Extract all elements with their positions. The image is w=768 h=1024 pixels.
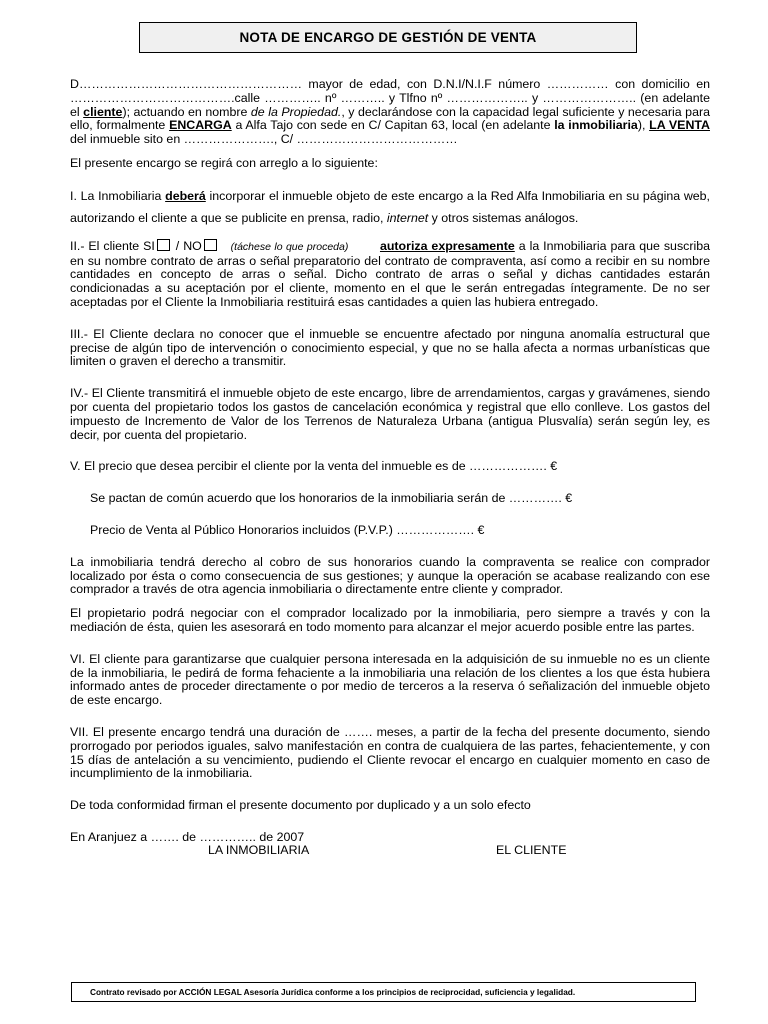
intro-line-5c: del inmueble sito en …………………., C/ …………………………………: [70, 132, 458, 147]
la-venta-term: LA VENTA: [649, 118, 710, 133]
inmobiliaria-term: la inmobiliaria: [554, 118, 638, 133]
intro-line-5a: adelante: [502, 118, 555, 133]
intro-line-3b: ); actuando en nombre: [122, 104, 251, 119]
intro-line-3c: , y declarándose con la capacidad legal: [341, 104, 559, 119]
clause-2-no: / NO: [171, 238, 202, 253]
si-checkbox[interactable]: [157, 239, 170, 251]
honorarios-line: Se pactan de común acuerdo que los honorarios de la inmobiliaria serán de …………. €: [90, 491, 573, 506]
signature-inmobiliaria: LA INMOBILIARIA: [208, 843, 310, 857]
title-box: [139, 22, 637, 53]
propiedad-term: de la Propiedad.: [250, 104, 342, 119]
clause-2-si: II.- El cliente SI: [70, 238, 155, 253]
intro-line-1: D……………………………………………… mayor de edad, con D.N.I/N.I.F número …………… con domicilio: [70, 77, 690, 91]
intro-line-4a: suficiente y necesaria para ello, formalmente: [70, 104, 710, 133]
negociar-paragraph: El propietario podrá negociar con el comprador localizado por la inmobiliaria, pero siempre a través y con la mediación de ésta, quien les asesorará en todo momento para alcanzar el mejor acuerdo posible entre las partes.: [70, 606, 710, 634]
intro-line-3a: (en adelante el: [70, 90, 710, 119]
tachese-note: (táchese lo que proceda): [230, 240, 349, 253]
clause-1-b: incorporar el inmueble objeto de este encargo a la Red Alfa Inmobiliaria en su página web, autorizando el cliente a que se publicite en prensa, radio,: [70, 188, 710, 225]
conformidad-line: De toda conformidad firman el presente documento por duplicado y a un solo efecto: [70, 798, 531, 813]
rige-paragraph: El presente encargo se regirá con arreglo a lo siguiente:: [70, 155, 378, 170]
document-title: NOTA DE ENCARGO DE GESTIÓN DE VENTA: [239, 30, 537, 45]
clause-6: VI. El cliente para garantizarse que cualquier persona interesada en la adquisición de su inmueble no es un cliente de la inmobiliaria, le pedirá de forma fehaciente a la inmobiliaria una relación de los clientes a los que ésta hubiera informado antes de proceder directamente o por medio de terceros a la reserva ó señalización del inmueble objeto de este encargo.: [70, 651, 710, 708]
clause-1: [70, 185, 710, 229]
debera-term: deberá: [165, 188, 206, 203]
clause-1-a: I. La Inmobiliaria: [70, 188, 166, 203]
no-checkbox[interactable]: [204, 239, 217, 251]
intro-line-5b: ),: [637, 118, 650, 133]
document-body: [70, 78, 710, 845]
clause-1-c: y otros sistemas análogos.: [428, 210, 579, 225]
autoriza-term: autoriza expresamente: [379, 238, 515, 253]
signature-cliente: EL CLIENTE: [496, 843, 567, 857]
footer-note: [71, 982, 696, 1002]
fecha-line: En Aranjuez a ……. de ………….. de 2007: [70, 829, 305, 844]
internet-term: internet: [386, 210, 429, 225]
footer-text: Contrato revisado por ACCIÓN LEGAL Asesoría Jurídica conforme a los principios de reciprocidad, suficiencia y legalidad.: [90, 987, 576, 997]
cliente-term: cliente: [83, 104, 123, 119]
clause-2-text: a la Inmobiliaria para que suscriba en su nombre contrato de arras o señal preparatorio del contrato de compraventa, así como a recibir en su nombre cantidades en concepto de arras o señal. Dicho contrato de arras o señal y dichas cantidades estarán condicionadas a su aceptación por el cliente, momento en el que le serán entregadas íntegramente. De no ser aceptadas por el Cliente la Inmobiliaria restituirá esas cantidades a quien las hubiera entregado.: [70, 238, 710, 309]
intro-line-2: en ………………………………….calle ………….. nº ……….. y Tlfno nº ……………….. y …………………..: [70, 77, 710, 105]
clause-3: III.- El Cliente declara no conocer que el inmueble se encuentre afectado por ninguna anomalía estructural que precise de algún tipo de intervención o conocimiento especial, y que no se halla afecta a normas urbanísticas que limiten o graven el derecho a transmitir.: [70, 326, 710, 369]
intro-line-4b: a Alfa Tajo con sede en C/ Capitan 63, local (en: [231, 118, 500, 133]
clause-4: IV.- El Cliente transmitirá el inmueble objeto de este encargo, libre de arrendamientos, cargas y gravámenes, siendo por cuenta del propietario todos los gastos de cancelación económica y registral que ello conlleve. Los gastos del impuesto de Incremento de Valor de los Terrenos de Naturaleza Urbana (antigua Plusvalía) serán según ley, es decir, por cuenta del propietario.: [70, 386, 710, 442]
encarga-term: ENCARGA: [169, 118, 232, 133]
clause-5: V. El precio que desea percibir el cliente por la venta del inmueble es de ………………. €: [70, 459, 558, 474]
pvp-line: Precio de Venta al Público Honorarios incluidos (P.V.P.) ………………. €: [90, 522, 485, 537]
clause-7: VII. El presente encargo tendrá una duración de ……. meses, a partir de la fecha del presente documento, siendo prorrogado por periodos iguales, salvo manifestación en contra de cualquiera de las partes, fehacientemente, y con 15 días de antelación a su vencimiento, pudiendo el Cliente revocar el encargo en cualquier momento en caso de incumplimiento de la inmobiliaria.: [70, 724, 710, 781]
intro-paragraph: [70, 78, 710, 147]
cobro-paragraph: La inmobiliaria tendrá derecho al cobro de sus honorarios cuando la compraventa se realice con comprador localizado por ésta o como consecuencia de sus gestiones; y aunque la operación se acabase realizando con ese comprador a través de otra agencia inmobiliaria o directamente entre cliente y comprador.: [70, 554, 710, 597]
clause-2: [70, 239, 710, 310]
